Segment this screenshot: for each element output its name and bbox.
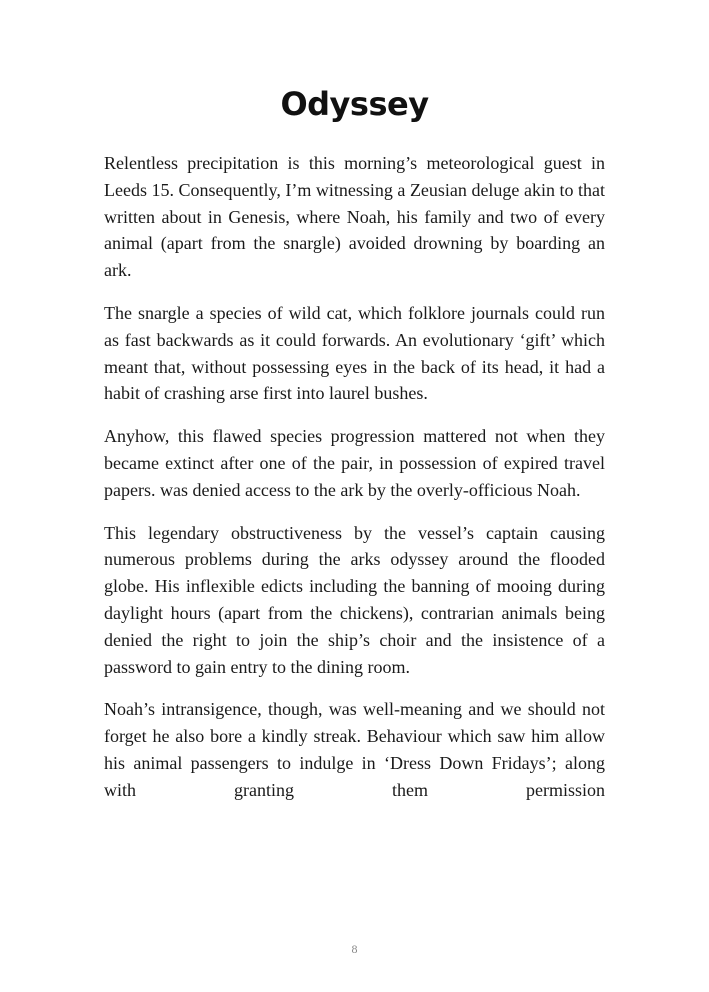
paragraph: Anyhow, this flawed species progression mattered not when they became extinct after one of the pair, in possession of expired travel papers. was denied access to the ark by the overly-officious Noah. bbox=[104, 426, 605, 500]
page-number: 8 bbox=[351, 942, 358, 956]
chapter-body bbox=[104, 150, 605, 820]
paragraph: Relentless precipitation is this morning’s meteorological guest in Leeds 15. Consequently, I’m witnessing a Zeusian deluge akin to that written about in Genesis, where Noah, his family and two of every animal (apart from the snargle) avoided drowning by boarding an ark. bbox=[104, 153, 605, 281]
paragraph: This legendary obstructiveness by the vessel’s captain causing numerous problems during the arks odyssey around the flooded globe. His inflexible edicts including the banning of mooing during daylight hours (apart from the chickens), contrarian animals being denied the right to join the ship’s choir and the insistence of a password to gain entry to the dining room. bbox=[104, 522, 605, 677]
chapter-title: Odyssey bbox=[280, 85, 429, 123]
paragraph: The snargle a species of wild cat, which folklore journals could run as fast backwards as it could forwards. An evolutionary ‘gift’ which meant that, without possessing eyes in the back of its head, it had a habit of crashing arse first into laurel bushes. bbox=[104, 302, 605, 404]
paragraph: Noah’s intransigence, though, was well-meaning and we should not forget he also bore a kindly streak. Behaviour which saw him allow his animal passengers to indulge in ‘Dress Down Fridays’; along with granting them permission bbox=[104, 699, 605, 800]
